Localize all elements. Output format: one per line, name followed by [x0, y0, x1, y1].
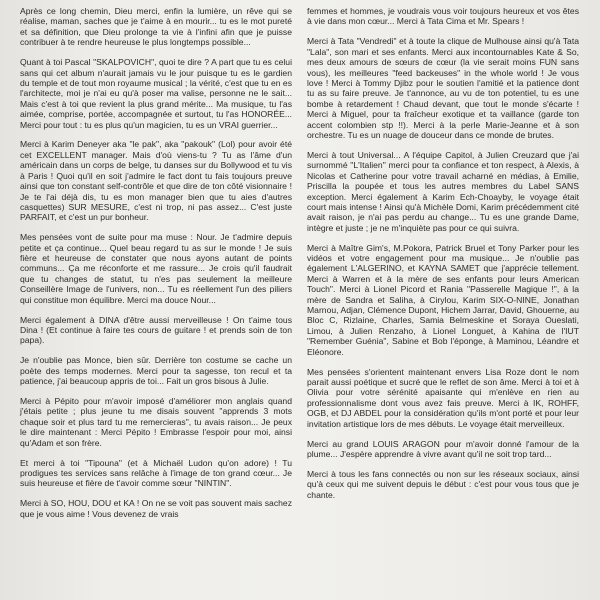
paragraph-fans: Merci à tous les fans connectés ou non sur les réseaux sociaux, ainsi qu'à ceux qui me suivent depuis le début : c'est pour vous tous que je chante.	[307, 468, 579, 500]
paragraph-tipouna: Et merci à toi "Tipouna" (et à Michaël Ludon qu'on adore) ! Tu prodigues tes services sans relâche à l'image de ton grand cœur... Je suis heureuse et fière de t'avoir comme sœur "NINTIN".	[20, 457, 292, 489]
paragraph-artists: Merci à Maître Gim's, M.Pokora, Patrick Bruel et Tony Parker pour les vidéos et votre engagement pour ma musique... Je n'oublie pas également L'ALGERINO, et KAYNA SAMET que j'apprécie tellement. Merci à Warren et à la mère de ses enfants pour leurs American Touch". Merci à Lionel Picord et Rania "Passerelle Magique !", à la mère de Sandra et Saliha, à Cirylou, Karim SIX-O-NINE, Jonathan Marnou, Adjan, Clémence Dupont, Hichem Jarrar, David, Ghouerne, au Bloc C, Rizlaine, Charles, Samia Belmeskine et Soraya Oueslati, Limou, à Julien Renzaho, à Lionel Longuet, à Kahina de l'IUT "Remember Guénia", Sabine et Bob l'éponge, à Maminou, Léandre et Eléonore.	[307, 242, 579, 357]
paragraph-lisa-roze: Mes pensées s'orientent maintenant envers Lisa Roze dont le nom parait aussi poétique et sucré que le reflet de son âme. Merci à toi et à Olivia pour votre sérénité apaisante qui m'enlève en rien au professionnalisme dont vous avez fais preuve. Merci à IK, ROHFF, OGB, et DJ ABDEL pour la considération qu'ils m'ont porté et pour leur invitation artistique lors de mes débuts. Le voyage était merveilleux.	[307, 366, 579, 429]
left-column	[20, 6, 292, 529]
paragraph-continuation: femmes et hommes, je voudrais vous voir toujours heureux et vos êtes à vie dans mon cœur... Merci à Tata Cima et Mr. Spears !	[307, 6, 579, 27]
paragraph-universal: Merci à tout Universal... A l'équipe Capitol, à Julien Creuzard que j'ai surnommé "L'Italien" merci pour ta confiance et ton respect, à Alexis, à Nicolas et Catherine pour votre travail acharné en médias, à Emilie, Priscilla la poupée et tous les autres membres du Label SANS exception. Merci également à Karim Ech-Choayby, le voyage était court mais intense ! Ainsi qu'à Michèle Domi, Karim précédemment cité avait raison, je n'ai pas perdu au change... Tu es une grande Dame, intègre et juste ; je ne m'inquiète pas pour ce qui suivra.	[307, 149, 579, 233]
paragraph-so-hou-dou-ka: Merci à SO, HOU, DOU et KA ! On ne se voit pas souvent mais sachez que je vous aime ! Vous devenez de vrais	[20, 498, 292, 519]
paragraph-karim-manager: Merci à Karim Deneyer aka "le pak", aka "pakouk" (Lol) pour avoir été cet EXCELLENT manager. Mais d'où viens-tu ? Tu as l'âme d'un américain dans un corps de belge, tu danses sur du Bollywood et tu vis à Paris ! Quoi qu'il en soit j'admire le fact dont tu fais toujours preuve ainsi que ton constant self-contrôle et que dire de ton côté visionnaire ! Je te l'ai déjà dis, tu es mon manager bien que tu aies d'autres casquettes) SUR MESURE, c'est ni trop, ni pas assez... C'est juste PARFAIT, et c'est un pur bonheur.	[20, 139, 292, 223]
paragraph-dina: Merci également à DINA d'être aussi merveilleuse ! On t'aime tous Dina ! (Et continue à faire tes cours de guitare ! et prends soin de ton papa).	[20, 314, 292, 346]
paragraph-pascal: Quant à toi Pascal "SKALPOVICH", quoi te dire ? A part que tu es celui sans qui cet album n'aurait jamais vu le jour puisque tu es le gardien du temple et de tout mon royaume musical ; la vérité, c'est que tu en es l'architecte, moi je n'ai eu qu'à poser ma valise, personne ne le sait... Mais c'est à toi que revient la plus grand mérite... Ma musique, tu l'as aimée, comprise, portée, accompagnée et surtout, tu l'as HONORÉE... Merci pour tout : tu es plus qu'un magicien, tu es un VRAI guerrier...	[20, 57, 292, 130]
paragraph-nour: Mes pensées vont de suite pour ma muse : Nour. Je t'admire depuis petite et ça continue... Quel beau regard tu as sur le monde ! Je suis fière et heureuse de constater que nous ayons autant de points communs... Ça me réconforte et me rassure... Je crois qu'il faudrait que tu changes de statut, tu n'es pas seulement la meilleure Conseillère Image de l'univers, non... Tu es réellement l'un des piliers qui constitue mon équilibre. Merci ma douce Nour...	[20, 232, 292, 305]
paragraph-monce: Je n'oublie pas Monce, bien sûr. Derrière ton costume se cache un poète des temps modernes. Merci pour ta sagesse, ton recul et ta patience, j'ai beaucoup appris de toi... Fait un gros bisous à Julie.	[20, 355, 292, 387]
paragraph-family: Merci à Tata "Vendredi" et à toute la clique de Mulhouse ainsi qu'à Tata "Lala", son mari et ses enfants. Merci aux incontournables Kate & So, mes deux amours de sœurs de cœur (la vie serait moins FUN sans vous), les meilleures "feed backeuses" in the whole world ! Je vous love ! Merci à Tommy Djibz pour le soutien l'amitié et la patience dont tu as su faire preuve. Je t'annonce, au vu de ton potentiel, tu es une bombe à retardement ! Chaud devant, que tout le monde s'écarte ! Merci à Miguel, pour ta fraîcheur exotique et ta vaillance (garde ton accent colombien stp !!). Merci à la perle Marie-Jeanne et à son orchestre. Tu es un nuage de douceur dans ce monde de brutes.	[307, 36, 579, 140]
right-column	[307, 6, 579, 510]
paragraph-louis-aragon: Merci au grand LOUIS ARAGON pour m'avoir donné l'amour de la plume... J'espère apprendre à vivre avant qu'il ne soit trop tard...	[307, 438, 579, 459]
paragraph-mother: Après ce long chemin, Dieu merci, enfin la lumière, un rêve qui se réalise, maman, saches que je t'aime à en mourir... tu es le mot pureté et sa définition, que Dieu prolonge ta vie à l'infini afin que je puisse contribuer à te rendre heureuse le plus longtemps possible...	[20, 6, 292, 48]
paragraph-pepito: Merci à Pépito pour m'avoir imposé d'améliorer mon anglais quand j'étais petite ; plus jeune tu me disais souvent "apprends 3 mots chaque soir et plus tard tu me remercieras", tu avais raison... Je peux le dire maintenant : Merci Pépito ! Embrasse l'espoir pour moi, ainsi qu'Adam et son frère.	[20, 396, 292, 448]
